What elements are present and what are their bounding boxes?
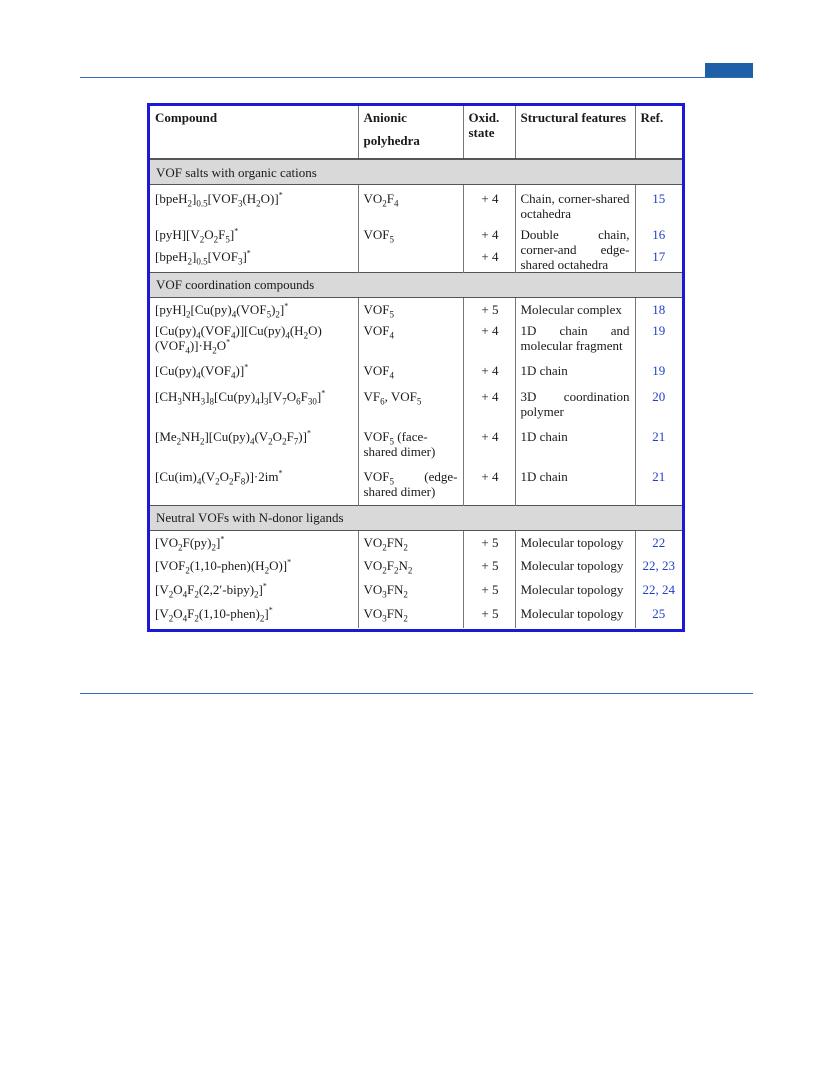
- ref-link[interactable]: 21: [652, 429, 666, 444]
- header-oxid-line2: state: [468, 125, 495, 140]
- anionic-cell: [358, 245, 463, 272]
- features-cell: 3D coordination polymer: [515, 385, 635, 425]
- compound-cell: $[Me_2NH_2][Cu(py)_4(V_2O_2F_7)]^*$: [150, 425, 358, 465]
- features-cell: Chain, corner-shared octahedra: [515, 185, 635, 223]
- header-anionic-line2: polyhedra: [363, 133, 420, 148]
- header-features: Structural features: [515, 106, 635, 159]
- compound-cell: $[CH_3NH_3]_8[Cu(py)_4]_3[V_7O_6F_{30}]^*$: [150, 385, 358, 425]
- section-title: VOF salts with organic cations: [150, 159, 682, 185]
- ref-link[interactable]: 18: [652, 301, 666, 317]
- ref-link[interactable]: 17: [652, 249, 666, 265]
- anionic-cell: $VOF_5$ (edge-shared dimer): [358, 465, 463, 505]
- ref-link[interactable]: 15: [652, 191, 666, 206]
- features-cell: 1D chain: [515, 359, 635, 385]
- oxid-cell: + 5: [463, 297, 515, 319]
- compound-cell: $[Cu(py)_4(VOF_4)]^*$: [150, 359, 358, 385]
- table-row: [150, 385, 682, 425]
- anionic-cell: $VO_3FN_2$: [358, 578, 463, 602]
- oxid-cell: + 4: [463, 319, 515, 359]
- header-ref: Ref.: [635, 106, 682, 159]
- compound-cell: $[Cu(py)_4(VOF_4)][Cu(py)_4(H_2O)(VOF_4)]\cdot H_2O^*$: [150, 319, 358, 359]
- oxid-cell: + 4: [463, 359, 515, 385]
- compound-cell: $[bpeH_2]_{0.5}[VOF_3]^*$: [150, 245, 358, 272]
- header-compound: Compound: [150, 106, 358, 159]
- features-cell: Double chain, corner-and edge-shared octahedra: [515, 223, 635, 273]
- features-cell: Molecular topology: [515, 578, 635, 602]
- header-anionic-line1: Anionic: [363, 110, 407, 125]
- ref-link[interactable]: 25: [652, 606, 666, 621]
- compound-cell: $[VO_2F(py)_2]^*$: [150, 530, 358, 554]
- ref-link[interactable]: 22, 24: [642, 582, 675, 597]
- footer-rule: [80, 693, 753, 694]
- anionic-cell: $VO_2FN_2$: [358, 530, 463, 554]
- table-row: [150, 359, 682, 385]
- table-row: [150, 554, 682, 578]
- oxid-cell: + 4: [463, 385, 515, 425]
- oxid-cell: + 4: [463, 465, 515, 505]
- table-frame: [147, 103, 685, 632]
- header-anionic: [358, 106, 463, 159]
- table-row: [150, 602, 682, 628]
- features-cell: Molecular topology: [515, 602, 635, 628]
- section-row: [150, 505, 682, 530]
- table-row: [150, 578, 682, 602]
- ref-link[interactable]: 22, 23: [642, 558, 675, 573]
- features-cell: Molecular topology: [515, 530, 635, 554]
- compound-cell: $[V_2O_4F_2(1,10-phen)_2]^*$: [150, 602, 358, 628]
- anionic-cell: $VOF_5$: [358, 297, 463, 319]
- header-rule: [80, 77, 753, 78]
- ref-link[interactable]: 19: [652, 363, 666, 378]
- oxid-cell: + 4: [463, 425, 515, 465]
- oxid-cell: + 4: [463, 223, 515, 246]
- table-row: [150, 425, 682, 465]
- compound-cell: $[Cu(im)_4(V_2O_2F_8)]\cdot 2im^*$: [150, 465, 358, 505]
- ref-link[interactable]: 19: [652, 323, 666, 338]
- oxid-cell: + 4: [463, 185, 515, 223]
- features-cell: 1D chain and molecular fragment: [515, 319, 635, 359]
- section-row: [150, 159, 682, 185]
- anionic-cell: $VO_3FN_2$: [358, 602, 463, 628]
- compound-cell: $[pyH][V_2O_2F_5]^*$: [150, 223, 358, 246]
- table-row: [150, 185, 682, 223]
- oxid-cell: + 5: [463, 554, 515, 578]
- ref-link[interactable]: 22: [652, 534, 666, 550]
- table-row: [150, 223, 682, 246]
- oxid-cell: + 5: [463, 602, 515, 628]
- anionic-cell: $VOF_5$ (face-shared dimer): [358, 425, 463, 465]
- oxid-cell: + 5: [463, 578, 515, 602]
- features-cell: Molecular topology: [515, 554, 635, 578]
- header-oxid: [463, 106, 515, 159]
- ref-link[interactable]: 21: [652, 469, 666, 484]
- anionic-cell: $VOF_4$: [358, 319, 463, 359]
- header-tab: [705, 63, 753, 78]
- compound-cell: $[VOF_2(1,10-phen)(H_2O)]^*$: [150, 554, 358, 578]
- anionic-cell: $VO_2F_4$: [358, 185, 463, 223]
- table-row: [150, 297, 682, 319]
- header-oxid-line1: Oxid.: [468, 110, 500, 125]
- anionic-cell: $VF_6$, $VOF_5$: [358, 385, 463, 425]
- table-header-row: [150, 106, 682, 159]
- features-cell: Molecular complex: [515, 297, 635, 319]
- section-title: Neutral VOFs with N-donor ligands: [150, 505, 682, 530]
- anionic-cell: $VO_2F_2N_2$: [358, 554, 463, 578]
- vof-table: [150, 106, 682, 628]
- section-row: [150, 272, 682, 297]
- features-cell: 1D chain: [515, 465, 635, 505]
- oxid-cell: + 4: [463, 245, 515, 272]
- oxid-cell: + 5: [463, 530, 515, 554]
- table-row: [150, 319, 682, 359]
- table-row: [150, 530, 682, 554]
- table-row: [150, 465, 682, 505]
- anionic-cell: $VOF_4$: [358, 359, 463, 385]
- features-cell: 1D chain: [515, 425, 635, 465]
- compound-cell: $[bpeH_2]_{0.5}[VOF_3(H_2O)]^*$: [150, 185, 358, 223]
- ref-link[interactable]: 16: [652, 226, 666, 242]
- section-title: VOF coordination compounds: [150, 272, 682, 297]
- ref-link[interactable]: 20: [652, 389, 666, 404]
- anionic-cell: $VOF_5$: [358, 223, 463, 246]
- compound-cell: $[pyH]_2[Cu(py)_4(VOF_5)_2]^*$: [150, 297, 358, 319]
- compound-cell: $[V_2O_4F_2(2,2'-bipy)_2]^*$: [150, 578, 358, 602]
